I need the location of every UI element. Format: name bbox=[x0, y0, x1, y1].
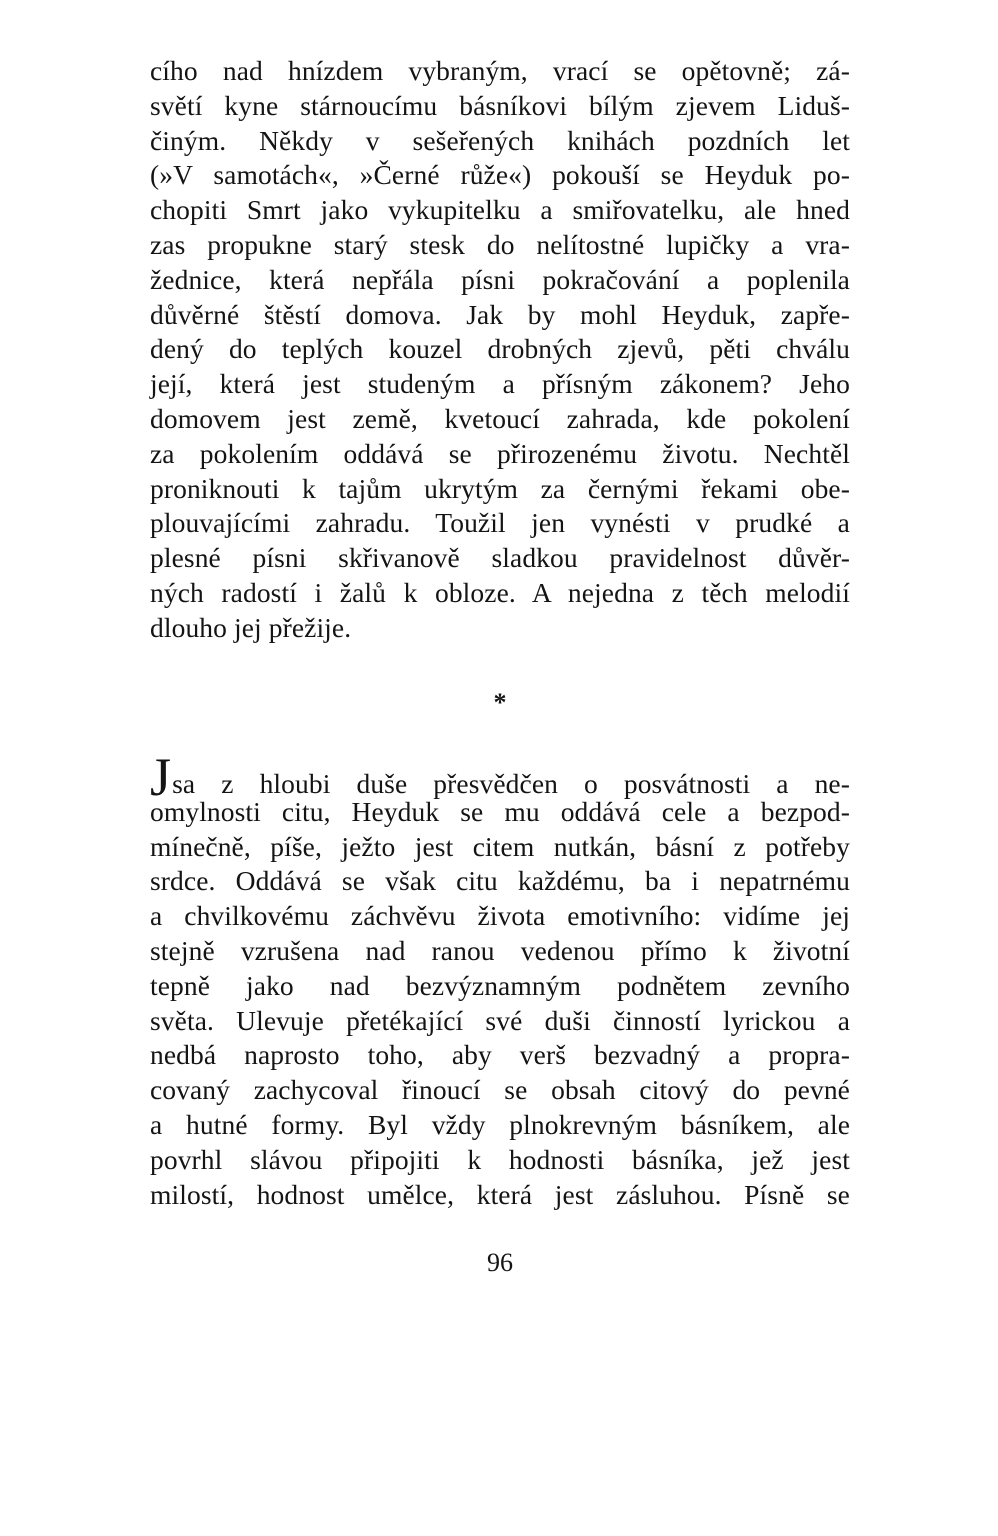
text-line: a chvilkovému záchvěvu života emotivního: vidíme jej bbox=[150, 900, 850, 932]
drop-cap: J bbox=[150, 747, 172, 807]
text-line: zas propukne starý stesk do nelítostné lupičky a vra- bbox=[150, 228, 850, 260]
paragraph-1 bbox=[150, 54, 850, 646]
text-line: plesné písni skřivanově sladkou pravidelnost důvěr- bbox=[150, 542, 850, 574]
page-number: 96 bbox=[487, 1248, 513, 1277]
text-line: dlouho jej přežije. bbox=[150, 611, 352, 643]
text-line: cího nad hnízdem vybraným, vrací se opětovně; zá- bbox=[150, 55, 850, 86]
text-line: plouvajícími zahradu. Toužil jen vynésti v prudké a bbox=[150, 507, 850, 539]
text-line: světa. Ulevuje přetékající své duši činností lyrickou a bbox=[150, 1004, 850, 1036]
text-line: dený do teplých kouzel drobných zjevů, pěti chválu bbox=[150, 333, 850, 365]
text-line: milostí, hodnost umělce, která jest zásluhou. Písně se bbox=[150, 1178, 850, 1210]
text-line: povrhl slávou připojiti k hodnosti básníka, jež jest bbox=[150, 1143, 850, 1175]
text-line: žednice, která nepřála písni pokračování a poplenila bbox=[150, 263, 850, 295]
text-line: činým. Někdy v sešeřených knihách pozdních let bbox=[150, 124, 850, 156]
section-divider-asterisk: * bbox=[493, 688, 507, 717]
text-line: světí kyne stárnoucímu básníkovi bílým zjevem Liduš- bbox=[150, 89, 850, 121]
text-line: její, která jest studeným a přísným zákonem? Jeho bbox=[150, 368, 850, 400]
text-line: proniknouti k tajům ukrytým za černými řekami obe- bbox=[150, 472, 850, 504]
text-line: ných radostí i žalů k obloze. A nejedna z těch melodií bbox=[150, 576, 850, 608]
text-line: covaný zachycoval řinoucí se obsah citový do pevné bbox=[150, 1074, 850, 1106]
text-line: (»V samotách«, »Černé růže«) pokouší se Heyduk po- bbox=[150, 159, 850, 191]
text-line: srdce. Oddává se však citu každému, ba i nepatrnému bbox=[150, 865, 850, 897]
first-line-text: sa z hloubi duše přesvědčen o posvátnosti a ne- bbox=[172, 768, 850, 799]
text-line: a hutné formy. Byl vždy plnokrevným básníkem, ale bbox=[150, 1108, 850, 1140]
text-line: omylnosti citu, Heyduk se mu oddává cele a bezpod- bbox=[150, 795, 850, 827]
text-line: stejně vzrušena nad ranou vedenou přímo k životní bbox=[150, 934, 850, 966]
text-line: mínečně, píše, ježto jest citem nutkán, básní z potřeby bbox=[150, 830, 850, 862]
text-line-first bbox=[150, 747, 850, 807]
text-line: důvěrné štěstí domova. Jak by mohl Heyduk, zapře- bbox=[150, 298, 850, 330]
text-line: tepně jako nad bezvýznamným podnětem zevního bbox=[150, 969, 850, 1001]
paragraph-2 bbox=[150, 747, 850, 1212]
text-line: domovem jest země, kvetoucí zahrada, kde pokolení bbox=[150, 402, 850, 434]
text-line: nedbá naprosto toho, aby verš bezvadný a propra- bbox=[150, 1039, 850, 1071]
text-line: chopiti Smrt jako vykupitelku a smiřovatelku, ale hned bbox=[150, 194, 850, 226]
text-line: za pokolením oddává se přirozenému životu. Nechtěl bbox=[150, 437, 850, 469]
